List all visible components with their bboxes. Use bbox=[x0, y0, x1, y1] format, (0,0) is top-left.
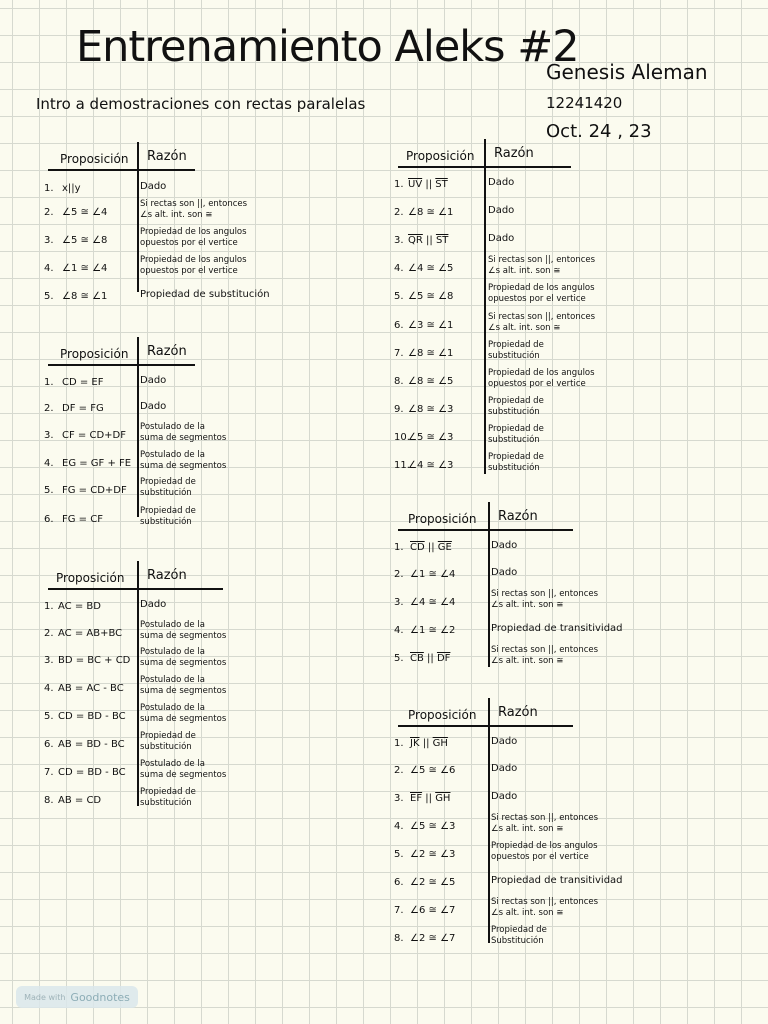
step-number: 8. bbox=[44, 795, 54, 806]
reason-line: ∠s alt. int. son ≅ bbox=[491, 908, 564, 918]
reason bbox=[488, 283, 595, 305]
step-number: 6. bbox=[44, 739, 54, 750]
statement bbox=[408, 235, 448, 246]
statement: AC = AB+BC bbox=[58, 628, 123, 639]
step-number: 4. bbox=[44, 263, 54, 274]
reason-line: suma de segmentos bbox=[140, 433, 227, 443]
reason-line: Substitución bbox=[491, 936, 544, 946]
reason-line: Postulado de la bbox=[140, 647, 205, 657]
statement: ∠1 ≅ ∠2 bbox=[410, 625, 456, 636]
step-number: 3. bbox=[44, 430, 54, 441]
statement: ∠6 ≅ ∠7 bbox=[410, 905, 456, 916]
reason-line: opuestos por el vertice bbox=[140, 238, 238, 248]
column-header-razon: Razón bbox=[498, 705, 538, 720]
step-number: 6. bbox=[394, 320, 404, 331]
segment-name: $\overline{CB}$ bbox=[410, 653, 424, 664]
reason-line: Postulado de la bbox=[140, 675, 205, 685]
column-divider bbox=[137, 561, 139, 806]
reason-line: Postulado de la bbox=[140, 703, 205, 713]
step-number: 10. bbox=[394, 432, 410, 443]
reason bbox=[140, 375, 166, 386]
statement bbox=[410, 653, 450, 664]
reason-line: Propiedad de bbox=[140, 787, 196, 797]
reason bbox=[491, 567, 517, 578]
reason-line: Dado bbox=[488, 177, 515, 188]
column-divider bbox=[137, 142, 139, 292]
goodnotes-watermark bbox=[16, 986, 138, 1008]
header-rule bbox=[48, 588, 223, 590]
step-number: 2. bbox=[394, 569, 404, 580]
statement: ∠5 ≅ ∠8 bbox=[408, 291, 454, 302]
segment-name: $\overline{GH}$ bbox=[432, 738, 448, 749]
reason-line: Propiedad de los angulos bbox=[140, 255, 247, 265]
reason bbox=[140, 289, 270, 300]
reason-line: substitución bbox=[140, 488, 192, 498]
reason-line: substitución bbox=[488, 463, 540, 473]
statement: ∠2 ≅ ∠5 bbox=[410, 877, 456, 888]
segment-name: $\overline{CD}$ bbox=[410, 542, 425, 553]
reason bbox=[140, 759, 226, 781]
reason-line: ∠s alt. int. son ≅ bbox=[488, 266, 561, 276]
step-number: 1. bbox=[394, 179, 404, 190]
page-title: Entrenamiento Aleks #2 bbox=[76, 22, 579, 72]
parallel-symbol: || bbox=[422, 235, 436, 246]
step-number: 3. bbox=[394, 793, 404, 804]
reason bbox=[140, 731, 196, 753]
step-number: 7. bbox=[394, 348, 404, 359]
statement: ∠8 ≅ ∠3 bbox=[408, 404, 454, 415]
statement: ∠5 ≅ ∠4 bbox=[62, 207, 108, 218]
step-number: 8. bbox=[394, 933, 404, 944]
reason-line: Propiedad de los angulos bbox=[488, 283, 595, 293]
reason-line: Propiedad de bbox=[491, 925, 547, 935]
segment-name: $\overline{ST}$ bbox=[435, 179, 448, 190]
reason-line: Postulado de la bbox=[140, 422, 205, 432]
step-number: 5. bbox=[394, 291, 404, 302]
reason-line: ∠s alt. int. son ≅ bbox=[491, 824, 564, 834]
reason-line: Si rectas son ||, entonces bbox=[491, 589, 599, 599]
statement: ∠8 ≅ ∠1 bbox=[62, 291, 108, 302]
reason-line: ∠s alt. int. son ≅ bbox=[488, 323, 561, 333]
reason-line: Propiedad de bbox=[488, 452, 544, 462]
reason-line: Si rectas son ||, entonces bbox=[488, 255, 596, 265]
step-number: 1. bbox=[44, 183, 54, 194]
header-rule bbox=[398, 529, 573, 531]
step-number: 3. bbox=[44, 655, 54, 666]
reason-line: Dado bbox=[488, 233, 515, 244]
reason bbox=[491, 623, 623, 634]
statement: ∠4 ≅ ∠4 bbox=[410, 597, 456, 608]
statement: ∠2 ≅ ∠7 bbox=[410, 933, 456, 944]
reason-line: Si rectas son ||, entonces bbox=[491, 813, 599, 823]
statement: AB = CD bbox=[58, 795, 102, 806]
statement: CD = EF bbox=[62, 377, 104, 388]
reason bbox=[488, 368, 595, 390]
reason-line: substitución bbox=[488, 435, 540, 445]
date: Oct. 24 , 23 bbox=[546, 121, 652, 142]
reason-line: Dado bbox=[140, 181, 167, 192]
step-number: 4. bbox=[44, 683, 54, 694]
reason bbox=[140, 506, 196, 528]
reason-line: Dado bbox=[140, 401, 167, 412]
statement: ∠5 ≅ ∠3 bbox=[408, 432, 454, 443]
column-header-razon: Razón bbox=[494, 146, 534, 161]
statement: x||y bbox=[62, 183, 81, 194]
reason-line: Dado bbox=[488, 205, 515, 216]
reason-line: substitución bbox=[488, 351, 540, 361]
step-number: 5. bbox=[44, 485, 54, 496]
column-header-razon: Razón bbox=[147, 149, 187, 164]
step-number: 2. bbox=[44, 207, 54, 218]
reason-line: Postulado de la bbox=[140, 620, 205, 630]
column-divider bbox=[488, 502, 490, 667]
segment-name: $\overline{UV}$ bbox=[408, 179, 423, 190]
reason bbox=[140, 599, 166, 610]
statement: AC = BD bbox=[58, 601, 101, 612]
step-number: 9. bbox=[394, 404, 404, 415]
step-number: 4. bbox=[44, 458, 54, 469]
step-number: 8. bbox=[394, 376, 404, 387]
reason bbox=[488, 424, 544, 446]
watermark-small-text: Made with bbox=[24, 992, 66, 1002]
column-header-proposicion: Proposición bbox=[408, 512, 477, 526]
step-number: 7. bbox=[394, 905, 404, 916]
reason-line: Dado bbox=[491, 567, 518, 578]
reason bbox=[140, 703, 226, 725]
reason bbox=[488, 233, 514, 244]
reason bbox=[488, 312, 595, 334]
statement bbox=[410, 542, 452, 553]
statement: ∠5 ≅ ∠3 bbox=[410, 821, 456, 832]
statement: ∠2 ≅ ∠3 bbox=[410, 849, 456, 860]
reason bbox=[491, 841, 598, 863]
parallel-symbol: || bbox=[422, 793, 436, 804]
reason bbox=[140, 620, 226, 642]
reason-line: Postulado de la bbox=[140, 759, 205, 769]
segment-name: $\overline{GH}$ bbox=[435, 793, 451, 804]
reason-line: Si rectas son ||, entonces bbox=[140, 199, 248, 209]
header-rule bbox=[48, 169, 195, 171]
column-header-razon: Razón bbox=[498, 509, 538, 524]
reason bbox=[140, 227, 247, 249]
reason-line: Propiedad de los angulos bbox=[140, 227, 247, 237]
statement: ∠5 ≅ ∠6 bbox=[410, 765, 456, 776]
step-number: 3. bbox=[394, 235, 404, 246]
reason bbox=[491, 791, 517, 802]
step-number: 3. bbox=[44, 235, 54, 246]
step-number: 4. bbox=[394, 263, 404, 274]
student-id: 12241420 bbox=[546, 94, 623, 112]
reason-line: Propiedad de bbox=[488, 340, 544, 350]
reason-line: suma de segmentos bbox=[140, 770, 227, 780]
reason-line: Dado bbox=[491, 791, 518, 802]
step-number: 1. bbox=[394, 542, 404, 553]
reason bbox=[491, 925, 547, 947]
reason bbox=[491, 813, 598, 835]
segment-name: $\overline{EF}$ bbox=[410, 793, 423, 804]
reason-line: substitución bbox=[488, 407, 540, 417]
reason bbox=[491, 540, 517, 551]
parallel-symbol: || bbox=[419, 738, 433, 749]
column-header-razon: Razón bbox=[147, 344, 187, 359]
statement bbox=[408, 179, 448, 190]
statement: ∠4 ≅ ∠5 bbox=[408, 263, 454, 274]
reason-line: Dado bbox=[140, 375, 167, 386]
reason-line: substitución bbox=[140, 798, 192, 808]
reason-line: Dado bbox=[491, 763, 518, 774]
reason-line: Propiedad de bbox=[488, 424, 544, 434]
reason-line: suma de segmentos bbox=[140, 631, 227, 641]
reason-line: substitución bbox=[140, 742, 192, 752]
reason-line: ∠s alt. int. son ≅ bbox=[491, 600, 564, 610]
reason-line: Propiedad de bbox=[140, 731, 196, 741]
segment-name: $\overline{ST}$ bbox=[435, 235, 449, 246]
reason-line: opuestos por el vertice bbox=[488, 379, 586, 389]
header-rule bbox=[48, 364, 195, 366]
parallel-symbol: || bbox=[423, 653, 437, 664]
reason bbox=[140, 477, 196, 499]
reason-line: Propiedad de substitución bbox=[140, 289, 270, 300]
reason-line: Dado bbox=[140, 599, 167, 610]
reason-line: Propiedad de bbox=[140, 477, 196, 487]
column-header-razon: Razón bbox=[147, 568, 187, 583]
step-number: 5. bbox=[44, 291, 54, 302]
column-header-proposicion: Proposición bbox=[406, 149, 475, 163]
reason-line: Propiedad de bbox=[488, 396, 544, 406]
step-number: 6. bbox=[394, 877, 404, 888]
statement: FG = CF bbox=[62, 514, 103, 525]
segment-name: $\overline{GE}$ bbox=[437, 542, 452, 553]
step-number: 2. bbox=[44, 628, 54, 639]
reason-line: Dado bbox=[491, 736, 518, 747]
reason bbox=[140, 675, 226, 697]
step-number: 5. bbox=[44, 711, 54, 722]
reason bbox=[140, 181, 166, 192]
step-number: 6. bbox=[44, 514, 54, 525]
reason bbox=[140, 422, 226, 444]
watermark-logo-text: Goodnotes bbox=[70, 990, 130, 1004]
reason bbox=[140, 787, 196, 809]
step-number: 2. bbox=[44, 403, 54, 414]
segment-name: $\overline{QR}$ bbox=[408, 235, 423, 246]
reason-line: Si rectas son ||, entonces bbox=[491, 897, 599, 907]
reason bbox=[140, 401, 166, 412]
statement: EG = GF + FE bbox=[62, 458, 132, 469]
reason-line: ∠s alt. int. son ≅ bbox=[140, 210, 213, 220]
step-number: 4. bbox=[394, 625, 404, 636]
reason-line: opuestos por el vertice bbox=[140, 266, 238, 276]
step-number: 5. bbox=[394, 849, 404, 860]
student-name: Genesis Aleman bbox=[546, 60, 708, 84]
reason bbox=[140, 199, 247, 221]
column-divider bbox=[488, 698, 490, 943]
reason-line: suma de segmentos bbox=[140, 461, 227, 471]
statement: FG = CD+DF bbox=[62, 485, 127, 496]
reason-line: Postulado de la bbox=[140, 450, 205, 460]
reason bbox=[488, 255, 595, 277]
reason-line: Propiedad de los angulos bbox=[488, 368, 595, 378]
reason-line: substitución bbox=[140, 517, 192, 527]
segment-name: $\overline{DF}$ bbox=[436, 653, 451, 664]
step-number: 11. bbox=[394, 460, 410, 471]
step-number: 1. bbox=[44, 601, 54, 612]
page-subtitle: Intro a demostraciones con rectas paralelas bbox=[36, 95, 366, 113]
step-number: 2. bbox=[394, 765, 404, 776]
reason-line: opuestos por el vertice bbox=[491, 852, 589, 862]
reason bbox=[488, 396, 544, 418]
reason-line: Si rectas son ||, entonces bbox=[491, 645, 599, 655]
step-number: 1. bbox=[394, 738, 404, 749]
column-header-proposicion: Proposición bbox=[56, 571, 125, 585]
statement bbox=[410, 793, 450, 804]
reason-line: Dado bbox=[491, 540, 518, 551]
reason-line: Propiedad de transitividad bbox=[491, 875, 623, 886]
reason bbox=[488, 340, 544, 362]
step-number: 3. bbox=[394, 597, 404, 608]
statement: CD = BD - BC bbox=[58, 711, 126, 722]
statement: CD = BD - BC bbox=[58, 767, 126, 778]
step-number: 5. bbox=[394, 653, 404, 664]
parallel-symbol: || bbox=[422, 179, 436, 190]
statement: ∠1 ≅ ∠4 bbox=[410, 569, 456, 580]
reason bbox=[491, 763, 517, 774]
reason-line: Propiedad de bbox=[140, 506, 196, 516]
column-divider bbox=[484, 139, 486, 474]
statement: ∠8 ≅ ∠1 bbox=[408, 348, 454, 359]
statement: DF = FG bbox=[62, 403, 104, 414]
reason-line: suma de segmentos bbox=[140, 686, 227, 696]
parallel-symbol: || bbox=[424, 542, 438, 553]
column-header-proposicion: Proposición bbox=[60, 347, 129, 361]
step-number: 2. bbox=[394, 207, 404, 218]
statement: ∠3 ≅ ∠1 bbox=[408, 320, 454, 331]
statement: BD = BC + CD bbox=[58, 655, 131, 666]
reason bbox=[488, 452, 544, 474]
statement: ∠4 ≅ ∠3 bbox=[408, 460, 454, 471]
reason-line: Si rectas son ||, entonces bbox=[488, 312, 596, 322]
reason-line: Propiedad de transitividad bbox=[491, 623, 623, 634]
step-number: 4. bbox=[394, 821, 404, 832]
reason-line: suma de segmentos bbox=[140, 714, 227, 724]
statement: ∠8 ≅ ∠5 bbox=[408, 376, 454, 387]
statement: AB = AC - BC bbox=[58, 683, 124, 694]
reason bbox=[140, 647, 226, 669]
reason-line: suma de segmentos bbox=[140, 658, 227, 668]
reason-line: ∠s alt. int. son ≅ bbox=[491, 656, 564, 666]
statement: ∠1 ≅ ∠4 bbox=[62, 263, 108, 274]
reason bbox=[488, 205, 514, 216]
statement: ∠8 ≅ ∠1 bbox=[408, 207, 454, 218]
reason bbox=[140, 255, 247, 277]
reason bbox=[491, 875, 623, 886]
reason-line: Propiedad de los angulos bbox=[491, 841, 598, 851]
step-number: 7. bbox=[44, 767, 54, 778]
statement: ∠5 ≅ ∠8 bbox=[62, 235, 108, 246]
column-divider bbox=[137, 337, 139, 517]
step-number: 1. bbox=[44, 377, 54, 388]
statement: CF = CD+DF bbox=[62, 430, 126, 441]
statement: AB = BD - BC bbox=[58, 739, 125, 750]
reason bbox=[491, 589, 598, 611]
reason-line: opuestos por el vertice bbox=[488, 294, 586, 304]
statement bbox=[410, 738, 448, 749]
reason bbox=[491, 736, 517, 747]
reason bbox=[140, 450, 226, 472]
column-header-proposicion: Proposición bbox=[408, 708, 477, 722]
header-rule bbox=[398, 725, 573, 727]
segment-name: $\overline{JK}$ bbox=[410, 738, 420, 749]
column-header-proposicion: Proposición bbox=[60, 152, 129, 166]
reason bbox=[491, 645, 598, 667]
reason bbox=[488, 177, 514, 188]
reason bbox=[491, 897, 598, 919]
